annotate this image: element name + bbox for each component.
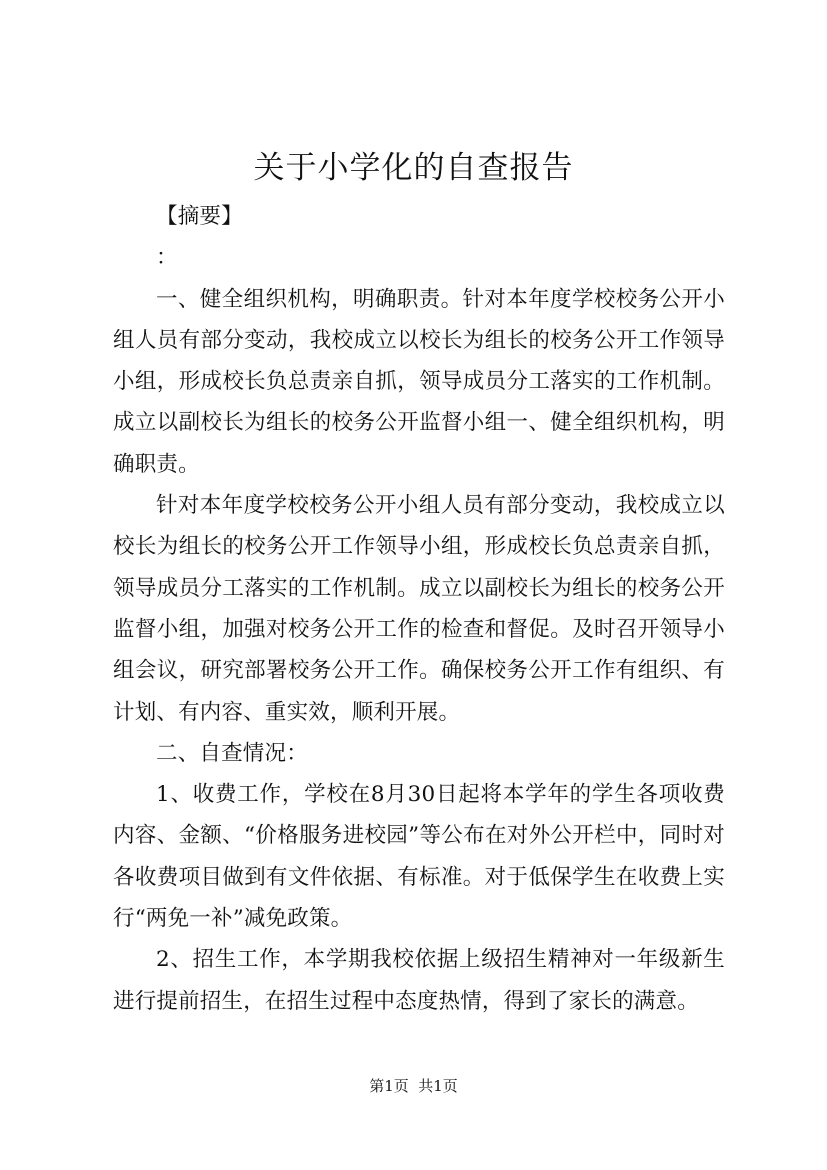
- paragraph-organization: 一、健全组织机构，明确职责。针对本年度学校校务公开小组人员有部分变动，我校成立以校长为组长的校务公开工作领导小组，形成校长负总责亲自抓，领导成员分工落实的工作机制。成立以副校长为组长的校务公开监督小组一、健全组织机构，明确职责。: [113, 286, 725, 477]
- document-title: 关于小学化的自查报告: [253, 150, 574, 186]
- abstract-heading: 【摘要】: [156, 204, 243, 229]
- abstract-colon: ：: [156, 245, 178, 271]
- paragraph-enrollment: 2、招生工作，本学期我校依据上级招生精神对一年级新生进行提前招生，在招生过程中态度热情，得到了家长的满意。: [113, 947, 725, 1014]
- document-body: [113, 196, 725, 1022]
- section-heading-self-check: 二、自查情况：: [156, 740, 308, 766]
- paragraph-fees: 1、收费工作，学校在8月30日起将本学年的学生各项收费内容、金额、“价格服务进校园”等公布在对外公开栏中，同时对各收费项目做到有文件依据、有标准。对于低保学生在收费上实行“两免一补”减免政策。: [113, 782, 725, 932]
- page-footer: 第1页 共1页: [369, 1077, 458, 1095]
- paragraph-organization-detail: 针对本年度学校校务公开小组人员有部分变动，我校成立以校长为组长的校务公开工作领导小组，形成校长负总责亲自抓，领导成员分工落实的工作机制。成立以副校长为组长的校务公开监督小组，加强对校务公开工作的检查和督促。及时召开领导小组会议，研究部署校务公开工作。确保校务公开工作有组织、有计划、有内容、重实效，顺利开展。: [113, 493, 725, 725]
